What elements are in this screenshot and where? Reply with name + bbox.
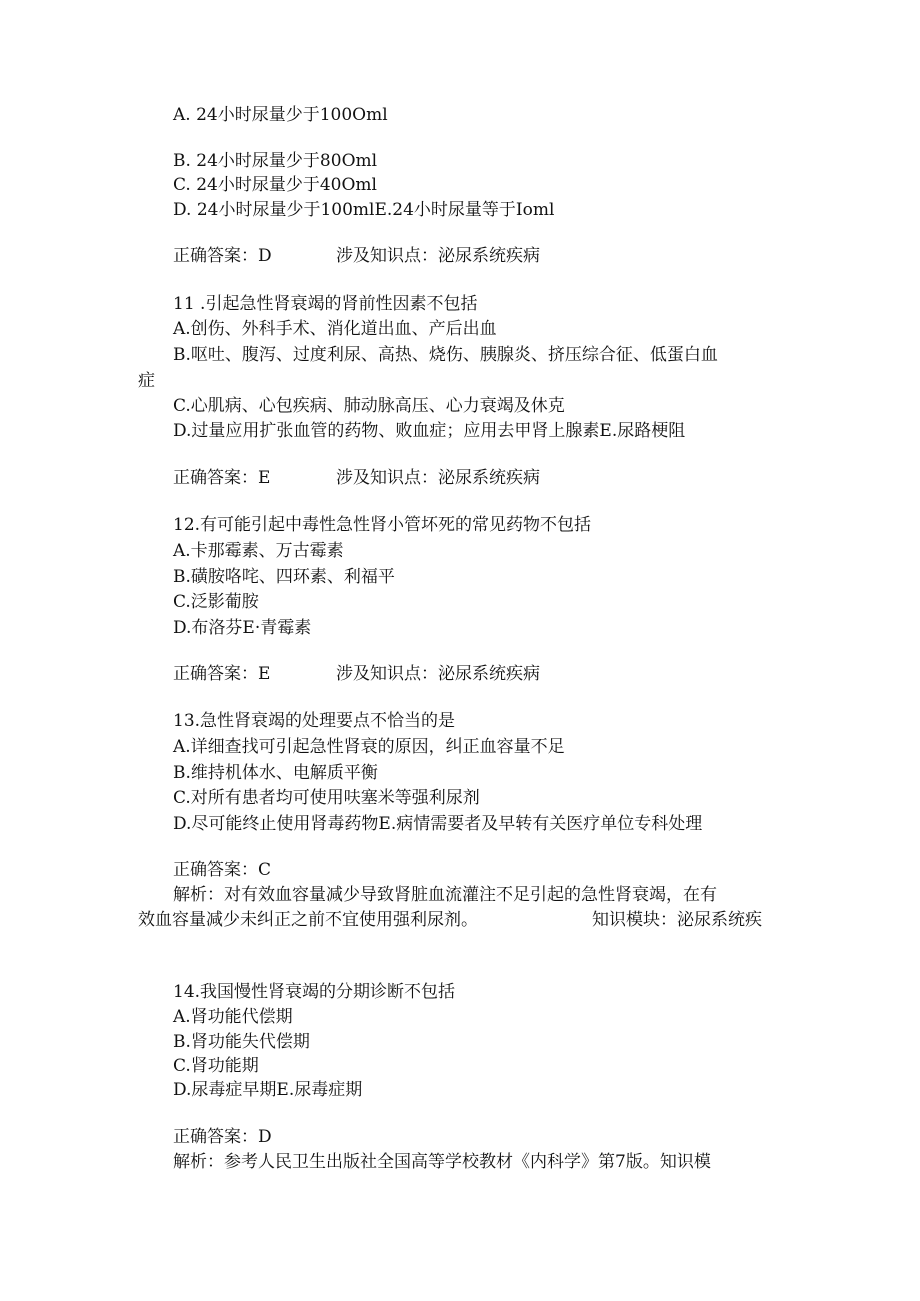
q13-stem: 13.急性肾衰竭的处理要点不恰当的是 — [173, 711, 456, 731]
q11-answer-row — [173, 467, 540, 489]
q14-answer: 正确答案：D — [173, 1127, 272, 1147]
q13-analysis-line-1: 解析：对有效血容量减少导致肾脏血流灌注不足引起的急性肾衰竭，在有 — [173, 885, 717, 905]
q12-option-a: A.卡那霉素、万古霉素 — [173, 541, 344, 561]
q11-answer: 正确答案：E — [173, 468, 271, 488]
q12-answer-row — [173, 663, 540, 685]
q11-option-d: D.过量应用扩张血管的药物、败血症；应用去甲肾上腺素E.尿路梗阻 — [173, 421, 686, 441]
q13-analysis-line-2: 效血容量减少未纠正之前不宜使用强利尿剂。 — [138, 910, 478, 930]
q13-option-d: D.尽可能终止使用肾毒药物E.病情需要者及早转有关医疗单位专科处理 — [173, 814, 703, 834]
q11-option-b-continued: 症 — [138, 371, 155, 391]
q10-option-b: B. 24小时尿量少于80Oml — [173, 151, 378, 171]
q10-answer-row — [173, 245, 540, 267]
q14-stem: 14.我国慢性肾衰竭的分期诊断不包括 — [173, 982, 456, 1002]
q13-option-a: A.详细查找可引起急性肾衰的原因，纠正血容量不足 — [173, 737, 565, 757]
q12-stem: 12.有可能引起中毒性急性肾小管坏死的常见药物不包括 — [173, 515, 592, 535]
q14-option-d: D.尿毒症早期E.尿毒症期 — [173, 1080, 363, 1100]
q13-answer: 正确答案：C — [173, 860, 272, 880]
q14-option-c: C.肾功能期 — [173, 1056, 259, 1076]
q12-option-c: C.泛影葡胺 — [173, 592, 259, 612]
q13-option-c: C.对所有患者均可使用呋塞米等强利尿剂 — [173, 788, 480, 808]
q14-option-a: A.肾功能代偿期 — [173, 1007, 293, 1027]
q11-option-b: B.呕吐、腹泻、过度利尿、高热、烧伤、胰腺炎、挤压综合征、低蛋白血 — [173, 345, 718, 365]
q11-option-a: A.创伤、外科手术、消化道出血、产后出血 — [173, 319, 497, 339]
q12-option-d: D.布洛芬E·青霉素 — [173, 618, 312, 638]
q12-option-b: B.磺胺咯咤、四环素、利福平 — [173, 567, 395, 587]
q10-option-c: C. 24小时尿量少于40Oml — [173, 175, 377, 195]
q11-option-c: C.心肌病、心包疾病、肺动脉高压、心力衰竭及休克 — [173, 396, 565, 416]
q13-knowledge-module: 知识模块：泌尿系统疾 — [592, 910, 762, 930]
q10-knowledge-point: 涉及知识点：泌尿系统疾病 — [336, 246, 540, 266]
q11-stem: 11 .引起急性肾衰竭的肾前性因素不包括 — [173, 294, 478, 314]
q13-option-b: B.维持机体水、电解质平衡 — [173, 763, 378, 783]
q12-answer: 正确答案：E — [173, 664, 271, 684]
q12-knowledge-point: 涉及知识点：泌尿系统疾病 — [336, 664, 540, 684]
q11-knowledge-point: 涉及知识点：泌尿系统疾病 — [336, 468, 540, 488]
q10-option-a: A. 24小时尿量少于100Oml — [173, 105, 388, 125]
q14-option-b: B.肾功能失代偿期 — [173, 1032, 310, 1052]
q10-option-d: D. 24小时尿量少于100mlE.24小时尿量等于Ioml — [173, 200, 555, 220]
q14-analysis-line-1: 解析：参考人民卫生出版社全国高等学校教材《内科学》第7版。知识模 — [173, 1152, 711, 1172]
q13-analysis-line-2-row — [138, 909, 858, 931]
q10-answer: 正确答案：D — [173, 246, 272, 266]
